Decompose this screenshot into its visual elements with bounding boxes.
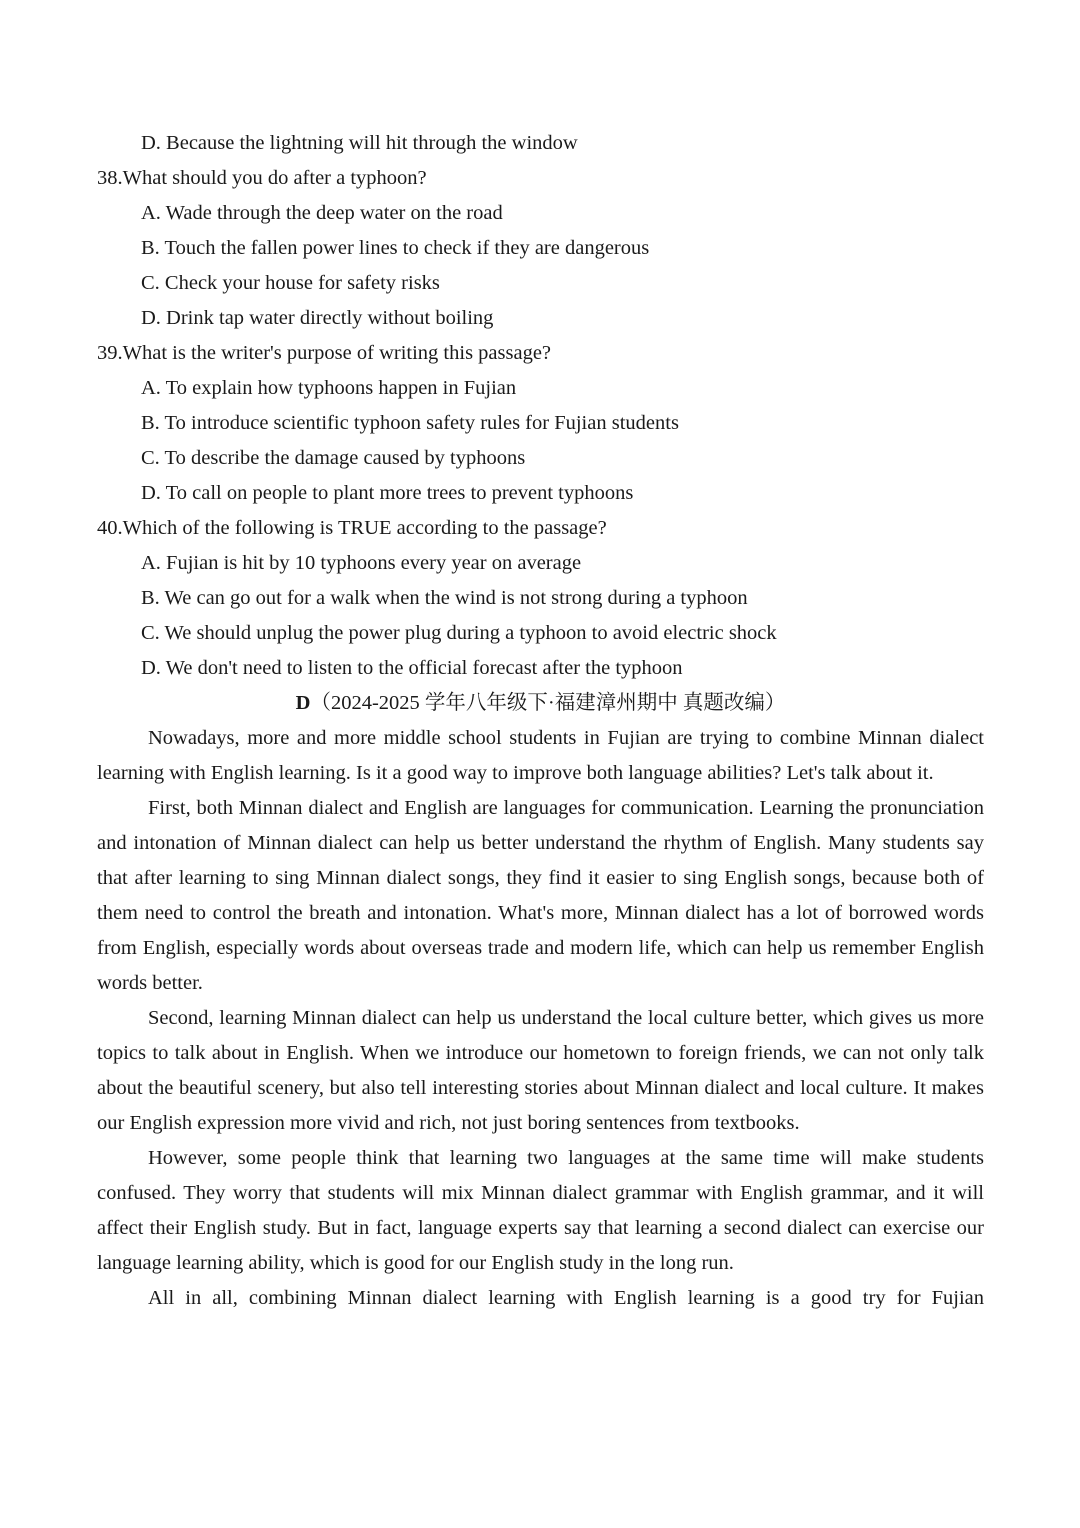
q39-option-d: D. To call on people to plant more trees to prevent typhoons (141, 482, 634, 504)
q40-option-b: B. We can go out for a walk when the wind is not strong during a typhoon (141, 587, 748, 609)
q39-option-c: C. To describe the damage caused by typhoons (141, 447, 526, 469)
q39-option-a: A. To explain how typhoons happen in Fujian (141, 377, 517, 399)
passage-paragraph-3: Second, learning Minnan dialect can help us understand the local culture better, which gives us more topics to talk about in English. When we introduce our hometown to foreign friends, we can not only talk about the beautiful scenery, but also tell interesting stories about Minnan dialect and local culture. It makes our English expression more vivid and rich, not just boring sentences from textbooks. (97, 1007, 984, 1134)
q40-option-d: D. We don't need to listen to the official forecast after the typhoon (141, 657, 683, 679)
q37-option-d: D. Because the lightning will hit through the window (141, 132, 578, 154)
passage-paragraph-4: However, some people think that learning two languages at the same time will make students confused. They worry that students will mix Minnan dialect grammar with English grammar, and it will affect their English study. But in fact, language experts say that learning a second dialect can exercise our language learning ability, which is good for our English study in the long run. (97, 1147, 984, 1274)
q38-option-a: A. Wade through the deep water on the road (141, 202, 503, 224)
q38-option-c: C. Check your house for safety risks (141, 272, 440, 294)
section-d-source: （2024-2025 学年八年级下·福建漳州期中 真题改编） (310, 692, 786, 714)
passage-paragraph-5: All in all, combining Minnan dialect learning with English learning is a good try for Fujian (148, 1287, 984, 1309)
section-d-letter: D (295, 692, 311, 714)
q40-option-a: A. Fujian is hit by 10 typhoons every year on average (141, 552, 582, 574)
q40-stem: 40.Which of the following is TRUE according to the passage? (97, 517, 607, 539)
section-d-heading (97, 686, 984, 721)
q40-option-c: C. We should unplug the power plug during a typhoon to avoid electric shock (141, 622, 777, 644)
q38-option-b: B. Touch the fallen power lines to check if they are dangerous (141, 237, 650, 259)
exam-page (97, 126, 984, 1316)
q38-stem: 38.What should you do after a typhoon? (97, 167, 427, 189)
q39-stem: 39.What is the writer's purpose of writing this passage? (97, 342, 552, 364)
passage-paragraph-2: First, both Minnan dialect and English are languages for communication. Learning the pronunciation and intonation of Minnan dialect can help us better understand the rhythm of English. Many students say that after learning to sing Minnan dialect songs, they find it easier to sing English songs, because both of them need to control the breath and intonation. What's more, Minnan dialect has a lot of borrowed words from English, especially words about overseas trade and modern life, which can help us remember English words better. (97, 797, 984, 994)
q38-option-d: D. Drink tap water directly without boiling (141, 307, 494, 329)
q39-option-b: B. To introduce scientific typhoon safety rules for Fujian students (141, 412, 679, 434)
passage-paragraph-1: Nowadays, more and more middle school students in Fujian are trying to combine Minnan dialect learning with English learning. Is it a good way to improve both language abilities? Let's talk about it. (97, 727, 984, 784)
